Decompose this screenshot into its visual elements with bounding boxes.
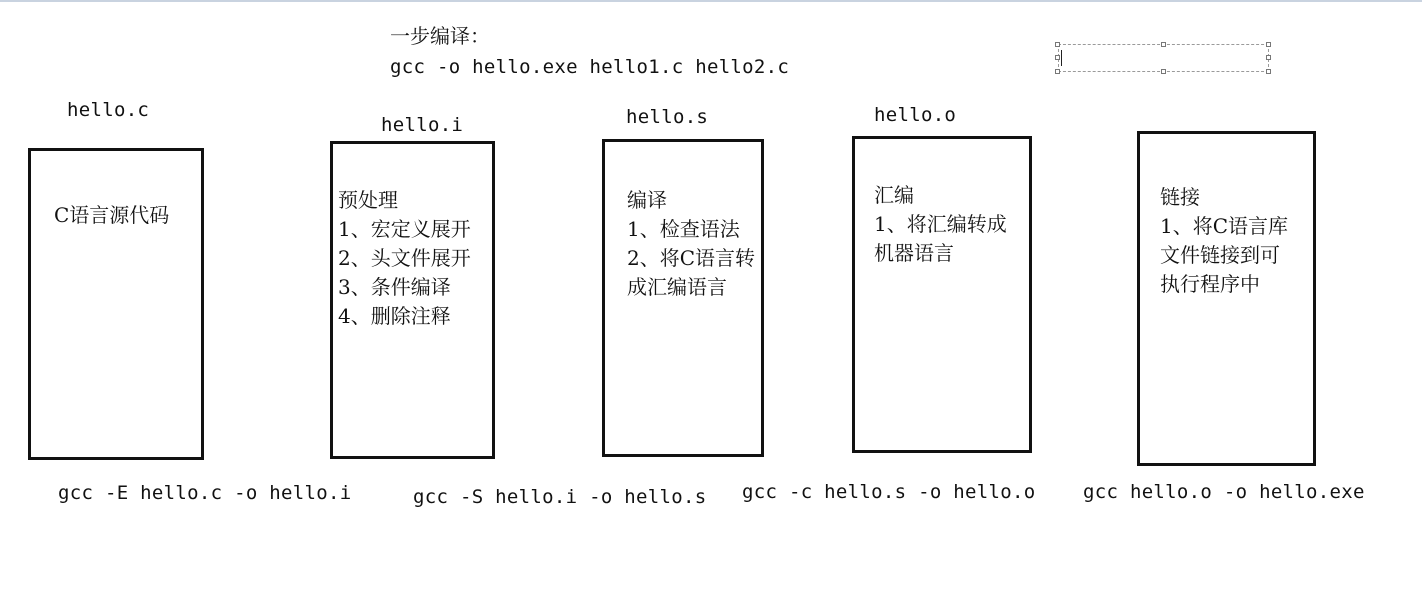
- resize-handle-bottom-middle[interactable]: [1161, 69, 1166, 74]
- resize-handle-top-left[interactable]: [1055, 42, 1060, 47]
- one-step-title: 一步编译：: [390, 24, 490, 48]
- resize-handle-bottom-right[interactable]: [1266, 69, 1271, 74]
- resize-handle-middle-right[interactable]: [1266, 55, 1271, 60]
- resize-handle-top-middle[interactable]: [1161, 42, 1166, 47]
- text-caret: [1061, 50, 1062, 66]
- stage-text-link: 链接 1、将C语言库 文件链接到可 执行程序中: [1160, 185, 1289, 296]
- command-link: gcc hello.o -o hello.exe: [1083, 481, 1365, 503]
- command-assemble: gcc -c hello.s -o hello.o: [742, 481, 1036, 503]
- stage-text-source: C语言源代码: [54, 203, 170, 227]
- stage-text-preprocess: 预处理 1、宏定义展开 2、头文件展开 3、条件编译 4、删除注释: [338, 188, 471, 328]
- file-label-hello-c: hello.c: [67, 99, 150, 121]
- stage-box-source: [28, 148, 204, 460]
- stage-text-assemble: 汇编 1、将汇编转成 机器语言: [874, 183, 1007, 265]
- file-label-hello-s: hello.s: [626, 106, 709, 128]
- resize-handle-top-right[interactable]: [1266, 42, 1271, 47]
- file-label-hello-i: hello.i: [381, 114, 464, 136]
- selected-text-box[interactable]: [1058, 44, 1269, 72]
- one-step-command: gcc -o hello.exe hello1.c hello2.c: [390, 56, 790, 78]
- resize-handle-bottom-left[interactable]: [1055, 69, 1060, 74]
- command-preprocess: gcc -E hello.c -o hello.i: [58, 482, 352, 504]
- resize-handle-middle-left[interactable]: [1055, 55, 1060, 60]
- stage-text-compile: 编译 1、检查语法 2、将C语言转 成汇编语言: [627, 188, 756, 299]
- window-top-border: [0, 0, 1422, 2]
- command-compile: gcc -S hello.i -o hello.s: [413, 486, 707, 508]
- file-label-hello-o: hello.o: [874, 104, 957, 126]
